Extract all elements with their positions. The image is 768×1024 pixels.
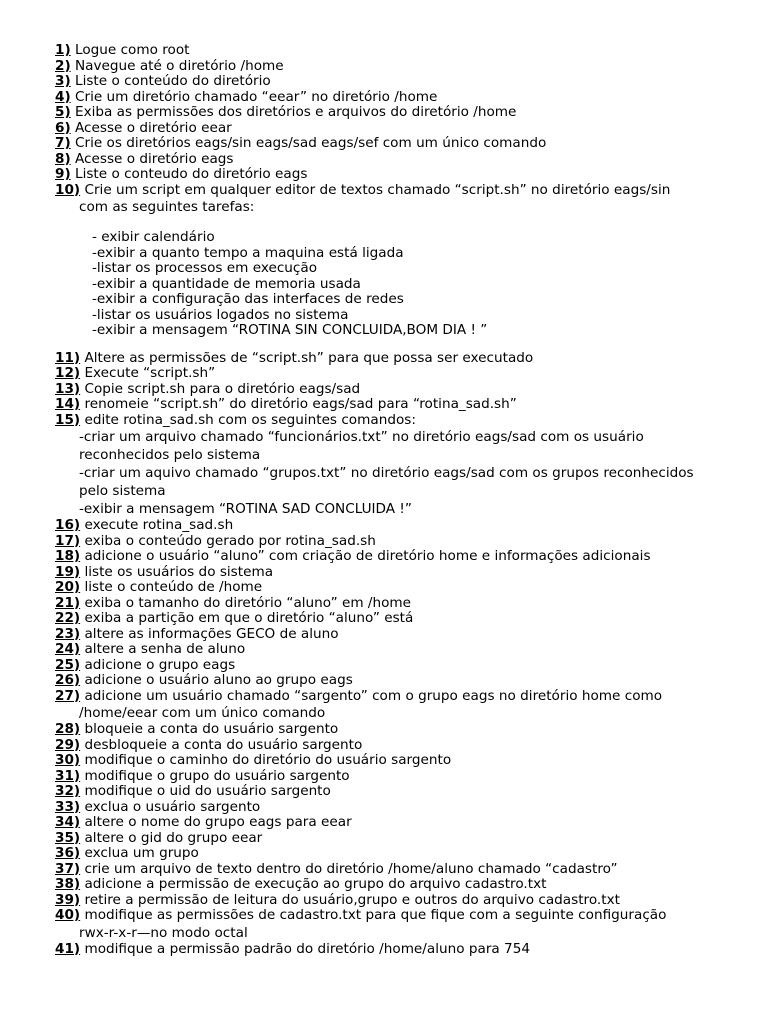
exercise-item xyxy=(55,90,745,106)
script-task: - exibir calendário xyxy=(92,229,215,245)
exercise-text: execute rotina_sad.sh xyxy=(80,517,234,533)
exercise-item xyxy=(55,862,745,878)
exercise-number: 36) xyxy=(55,845,81,861)
sad-command-line: -exibir a mensagem “ROTINA SAD CONCLUIDA !” xyxy=(79,501,412,517)
exercise-text: adicione o usuário aluno ao grupo eags xyxy=(80,672,353,688)
exercise-item xyxy=(55,673,745,689)
exercise-text: Acesse o diretório eags xyxy=(70,150,234,167)
exercise-number: 2) xyxy=(55,57,71,74)
exercise-continuation: com as seguintes tarefas: xyxy=(79,199,255,215)
exercise-number: 13) xyxy=(55,380,81,397)
exercise-item xyxy=(55,800,745,816)
exercise-text: Liste o conteúdo do diretório xyxy=(70,73,271,89)
exercise-text: adicione o grupo eags xyxy=(80,656,236,673)
exercise-number: 10) xyxy=(55,181,81,198)
exercise-number: 39) xyxy=(55,891,81,908)
exercise-number: 28) xyxy=(55,721,81,737)
exercise-text: Crie um diretório chamado “eear” no diretório /home xyxy=(70,88,438,105)
exercise-number: 17) xyxy=(55,532,81,549)
exercise-item xyxy=(55,183,745,199)
exercise-item xyxy=(55,753,745,769)
exercise-item xyxy=(55,413,745,429)
exercise-text: Crie um script em qualquer editor de textos chamado “script.sh” no diretório eags/sin xyxy=(80,181,671,198)
exercise-text: modifique o grupo do usuário sargento xyxy=(80,767,350,784)
sad-command-line: -criar um aquivo chamado “grupos.txt” no diretório eags/sad com os grupos reconhecidos xyxy=(79,465,694,481)
exercise-item xyxy=(55,59,745,75)
exercise-number: 18) xyxy=(55,548,81,564)
exercise-number: 29) xyxy=(55,736,81,753)
exercise-text: retire a permissão de leitura do usuário,grupo e outros do arquivo cadastro.txt xyxy=(80,891,620,908)
exercise-number: 16) xyxy=(55,517,81,533)
exercise-item xyxy=(55,382,745,398)
exercise-text: Copie script.sh para o diretório eags/sad xyxy=(80,380,361,397)
exercise-number: 7) xyxy=(55,135,71,151)
exercise-item xyxy=(55,43,745,59)
exercise-number: 31) xyxy=(55,767,81,784)
exercise-number: 22) xyxy=(55,610,81,626)
exercise-item xyxy=(55,846,745,862)
script-task: -exibir a mensagem “ROTINA SIN CONCLUIDA,BOM DIA ! ” xyxy=(92,322,488,338)
exercise-text: crie um arquivo de texto dentro do diretório /home/aluno chamado “cadastro” xyxy=(80,860,618,877)
exercise-text: renomeie “script.sh” do diretório eags/sad para “rotina_sad.sh” xyxy=(80,396,517,412)
exercise-item xyxy=(55,784,745,800)
exercise-text: modifique o caminho do diretório do usuário sargento xyxy=(80,752,452,768)
exercise-item xyxy=(55,549,745,565)
exercise-number: 6) xyxy=(55,119,71,136)
exercise-number: 33) xyxy=(55,798,81,815)
exercise-number: 8) xyxy=(55,150,71,167)
exercise-text: Execute “script.sh” xyxy=(80,365,216,381)
exercise-text: exiba o tamanho do diretório “aluno” em /home xyxy=(80,594,412,611)
exercise-item xyxy=(55,815,745,831)
exercise-item xyxy=(55,366,745,382)
exercise-item xyxy=(55,642,745,658)
exercise-text: edite rotina_sad.sh com os seguintes comandos: xyxy=(80,411,416,428)
exercise-item xyxy=(55,397,745,413)
exercise-text: Navegue até o diretório /home xyxy=(70,57,284,74)
sad-command-line: -criar um arquivo chamado “funcionários.txt” no diretório eags/sad com os usuário xyxy=(79,429,644,445)
exercise-item xyxy=(55,518,745,534)
exercise-text: Crie os diretórios eags/sin eags/sad eags/sef com um único comando xyxy=(70,135,547,151)
exercise-item xyxy=(55,534,745,550)
exercise-text: liste o conteúdo de /home xyxy=(80,579,263,595)
exercise-text: Acesse o diretório eear xyxy=(70,119,232,136)
exercise-number: 30) xyxy=(55,752,81,768)
script-task: -exibir a quantidade de memoria usada xyxy=(92,275,361,292)
exercise-number: 41) xyxy=(55,940,81,957)
exercise-text: exiba o conteúdo gerado por rotina_sad.sh xyxy=(80,532,376,549)
exercise-number: 26) xyxy=(55,672,81,688)
exercise-number: 34) xyxy=(55,814,81,830)
exercise-number: 35) xyxy=(55,829,81,846)
exercise-item xyxy=(55,580,745,596)
script-task: -exibir a quanto tempo a maquina está ligada xyxy=(92,244,404,261)
script-task: -listar os processos em execução xyxy=(92,260,318,276)
exercise-number: 3) xyxy=(55,73,71,89)
exercise-item xyxy=(55,596,745,612)
exercise-item xyxy=(55,831,745,847)
exercise-item xyxy=(55,136,745,152)
exercise-number: 38) xyxy=(55,876,81,892)
exercise-number: 20) xyxy=(55,579,81,595)
exercise-list xyxy=(55,43,745,957)
exercise-text: exclua o usuário sargento xyxy=(80,798,261,815)
exercise-number: 14) xyxy=(55,396,81,412)
exercise-item xyxy=(55,152,745,168)
exercise-number: 32) xyxy=(55,783,81,799)
exercise-item xyxy=(55,658,745,674)
exercise-item xyxy=(55,627,745,643)
exercise-number: 27) xyxy=(55,687,81,704)
exercise-number: 12) xyxy=(55,365,81,381)
exercise-text: Altere as permissões de “script.sh” para que possa ser executado xyxy=(80,349,534,366)
exercise-number: 21) xyxy=(55,594,81,611)
exercise-number: 40) xyxy=(55,907,81,923)
exercise-text: altere as informações GECO de aluno xyxy=(80,625,339,642)
exercise-text: exclua um grupo xyxy=(80,845,199,861)
exercise-text: desbloqueie a conta do usuário sargento xyxy=(80,736,363,753)
exercise-item xyxy=(55,908,745,924)
exercise-text: liste os usuários do sistema xyxy=(80,563,274,580)
exercise-item xyxy=(55,689,745,705)
exercise-number: 19) xyxy=(55,563,81,580)
script-task: -exibir a configuração das interfaces de redes xyxy=(92,291,404,307)
exercise-item xyxy=(55,877,745,893)
exercise-item xyxy=(55,722,745,738)
spacer xyxy=(55,216,745,230)
exercise-text: altere a senha de aluno xyxy=(80,641,246,657)
exercise-text: modifique o uid do usuário sargento xyxy=(80,783,331,799)
exercise-item xyxy=(55,167,745,183)
exercise-number: 11) xyxy=(55,349,81,366)
sad-command-line: pelo sistema xyxy=(79,483,166,499)
exercise-text: modifique as permissões de cadastro.txt para que fique com a seguinte configuração xyxy=(80,907,667,923)
exercise-item xyxy=(55,351,745,367)
exercise-text: Liste o conteudo do diretório eags xyxy=(70,166,308,182)
exercise-text: modifique a permissão padrão do diretório /home/aluno para 754 xyxy=(80,940,531,957)
exercise-item xyxy=(55,942,745,958)
exercise-item xyxy=(55,105,745,121)
exercise-continuation: /home/eear com um único comando xyxy=(79,705,326,721)
exercise-item xyxy=(55,893,745,909)
exercise-text: bloqueie a conta do usuário sargento xyxy=(80,721,339,737)
exercise-item xyxy=(55,565,745,581)
exercise-text: altere o gid do grupo eear xyxy=(80,829,263,846)
exercise-item xyxy=(55,738,745,754)
exercise-number: 25) xyxy=(55,656,81,673)
exercise-number: 37) xyxy=(55,860,81,877)
exercise-number: 5) xyxy=(55,104,71,120)
exercise-item xyxy=(55,121,745,137)
exercise-item xyxy=(55,74,745,90)
exercise-number: 24) xyxy=(55,641,81,657)
exercise-text: adicione a permissão de execução ao grupo do arquivo cadastro.txt xyxy=(80,876,547,892)
exercise-item xyxy=(55,769,745,785)
exercise-number: 23) xyxy=(55,625,81,642)
exercise-text: altere o nome do grupo eags para eear xyxy=(80,814,352,830)
exercise-continuation: rwx-r-x-r—no modo octal xyxy=(79,924,248,941)
exercise-text: adicione o usuário “aluno” com criação de diretório home e informações adicionais xyxy=(80,548,651,564)
exercise-text: exiba a partição em que o diretório “aluno” está xyxy=(80,610,414,626)
exercise-text: Exiba as permissões dos diretórios e arquivos do diretório /home xyxy=(70,104,517,120)
script-task: -listar os usuários logados no sistema xyxy=(92,306,349,323)
exercise-number: 15) xyxy=(55,411,81,428)
exercise-number: 1) xyxy=(55,42,71,58)
exercise-text: Logue como root xyxy=(70,42,190,58)
exercise-item xyxy=(55,611,745,627)
exercise-number: 4) xyxy=(55,88,71,105)
sad-command-line: reconhecidos pelo sistema xyxy=(79,447,261,463)
exercise-text: adicione um usuário chamado “sargento” com o grupo eags no diretório home como xyxy=(80,687,663,704)
exercise-number: 9) xyxy=(55,166,71,182)
